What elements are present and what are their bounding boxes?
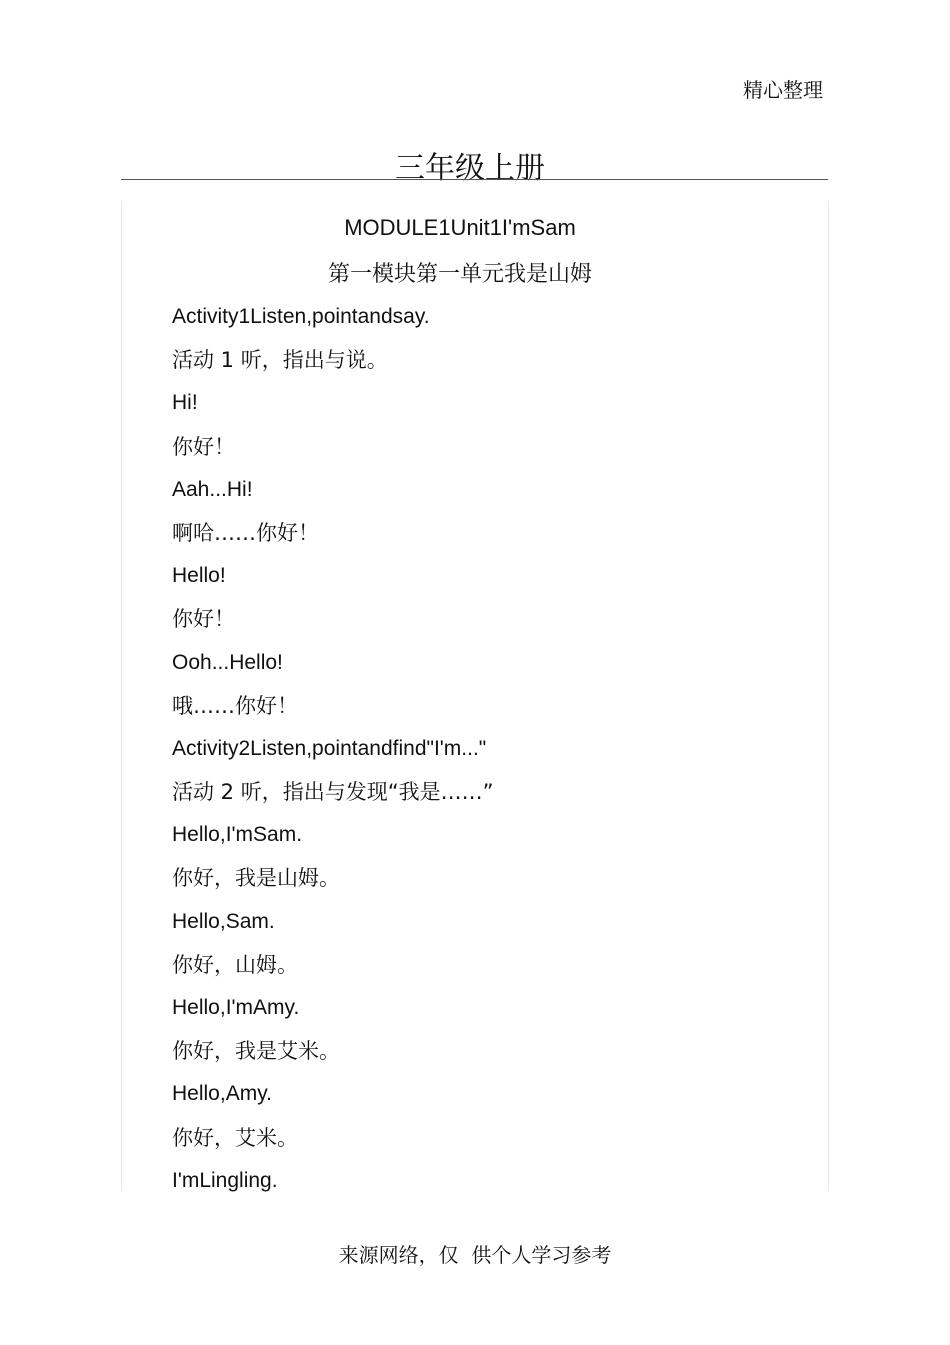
section-heading-english: MODULE1Unit1I'mSam [344, 215, 576, 240]
text-line: Activity2Listen,pointandfind"I'm..." [172, 736, 487, 760]
text-line: 你好，我是艾米。 [172, 1039, 340, 1064]
text-line: Hello,I'mSam. [172, 823, 303, 847]
text-line: Ooh...Hello! [172, 650, 283, 674]
text-line: 哦……你好！ [172, 693, 298, 718]
document-title: 三年级上册 [395, 151, 545, 186]
title-divider [121, 179, 828, 180]
text-line: Hello,Amy. [172, 1082, 272, 1106]
text-line: 活动 1 听，指出与说。 [172, 348, 388, 373]
footer-note: 来源网络，仅 供个人学习参考 [338, 1243, 612, 1267]
section-heading-chinese: 第一模块第一单元我是山姆 [327, 262, 592, 287]
text-line: 你好！ [172, 607, 235, 632]
text-line: 啊哈……你好！ [172, 520, 319, 545]
text-line: Hi! [172, 391, 198, 415]
text-line: 你好，我是山姆。 [172, 866, 340, 891]
text-lines [172, 300, 493, 1207]
text-line: 你好，艾米。 [172, 1125, 298, 1150]
text-line: Activity1Listen,pointandsay. [172, 305, 430, 328]
text-line: Hello,Sam. [172, 909, 275, 933]
text-line: Hello,I'mAmy. [172, 996, 300, 1019]
header-note: 精心整理 [743, 78, 823, 102]
text-line: 你好！ [172, 434, 235, 459]
text-line: 活动 2 听，指出与发现“我是……” [172, 780, 494, 805]
text-line: Hello! [172, 564, 226, 588]
text-line: Aah...Hi! [172, 477, 253, 501]
text-line: I'mLingling. [172, 1168, 278, 1192]
text-line: 你好，山姆。 [172, 952, 298, 977]
